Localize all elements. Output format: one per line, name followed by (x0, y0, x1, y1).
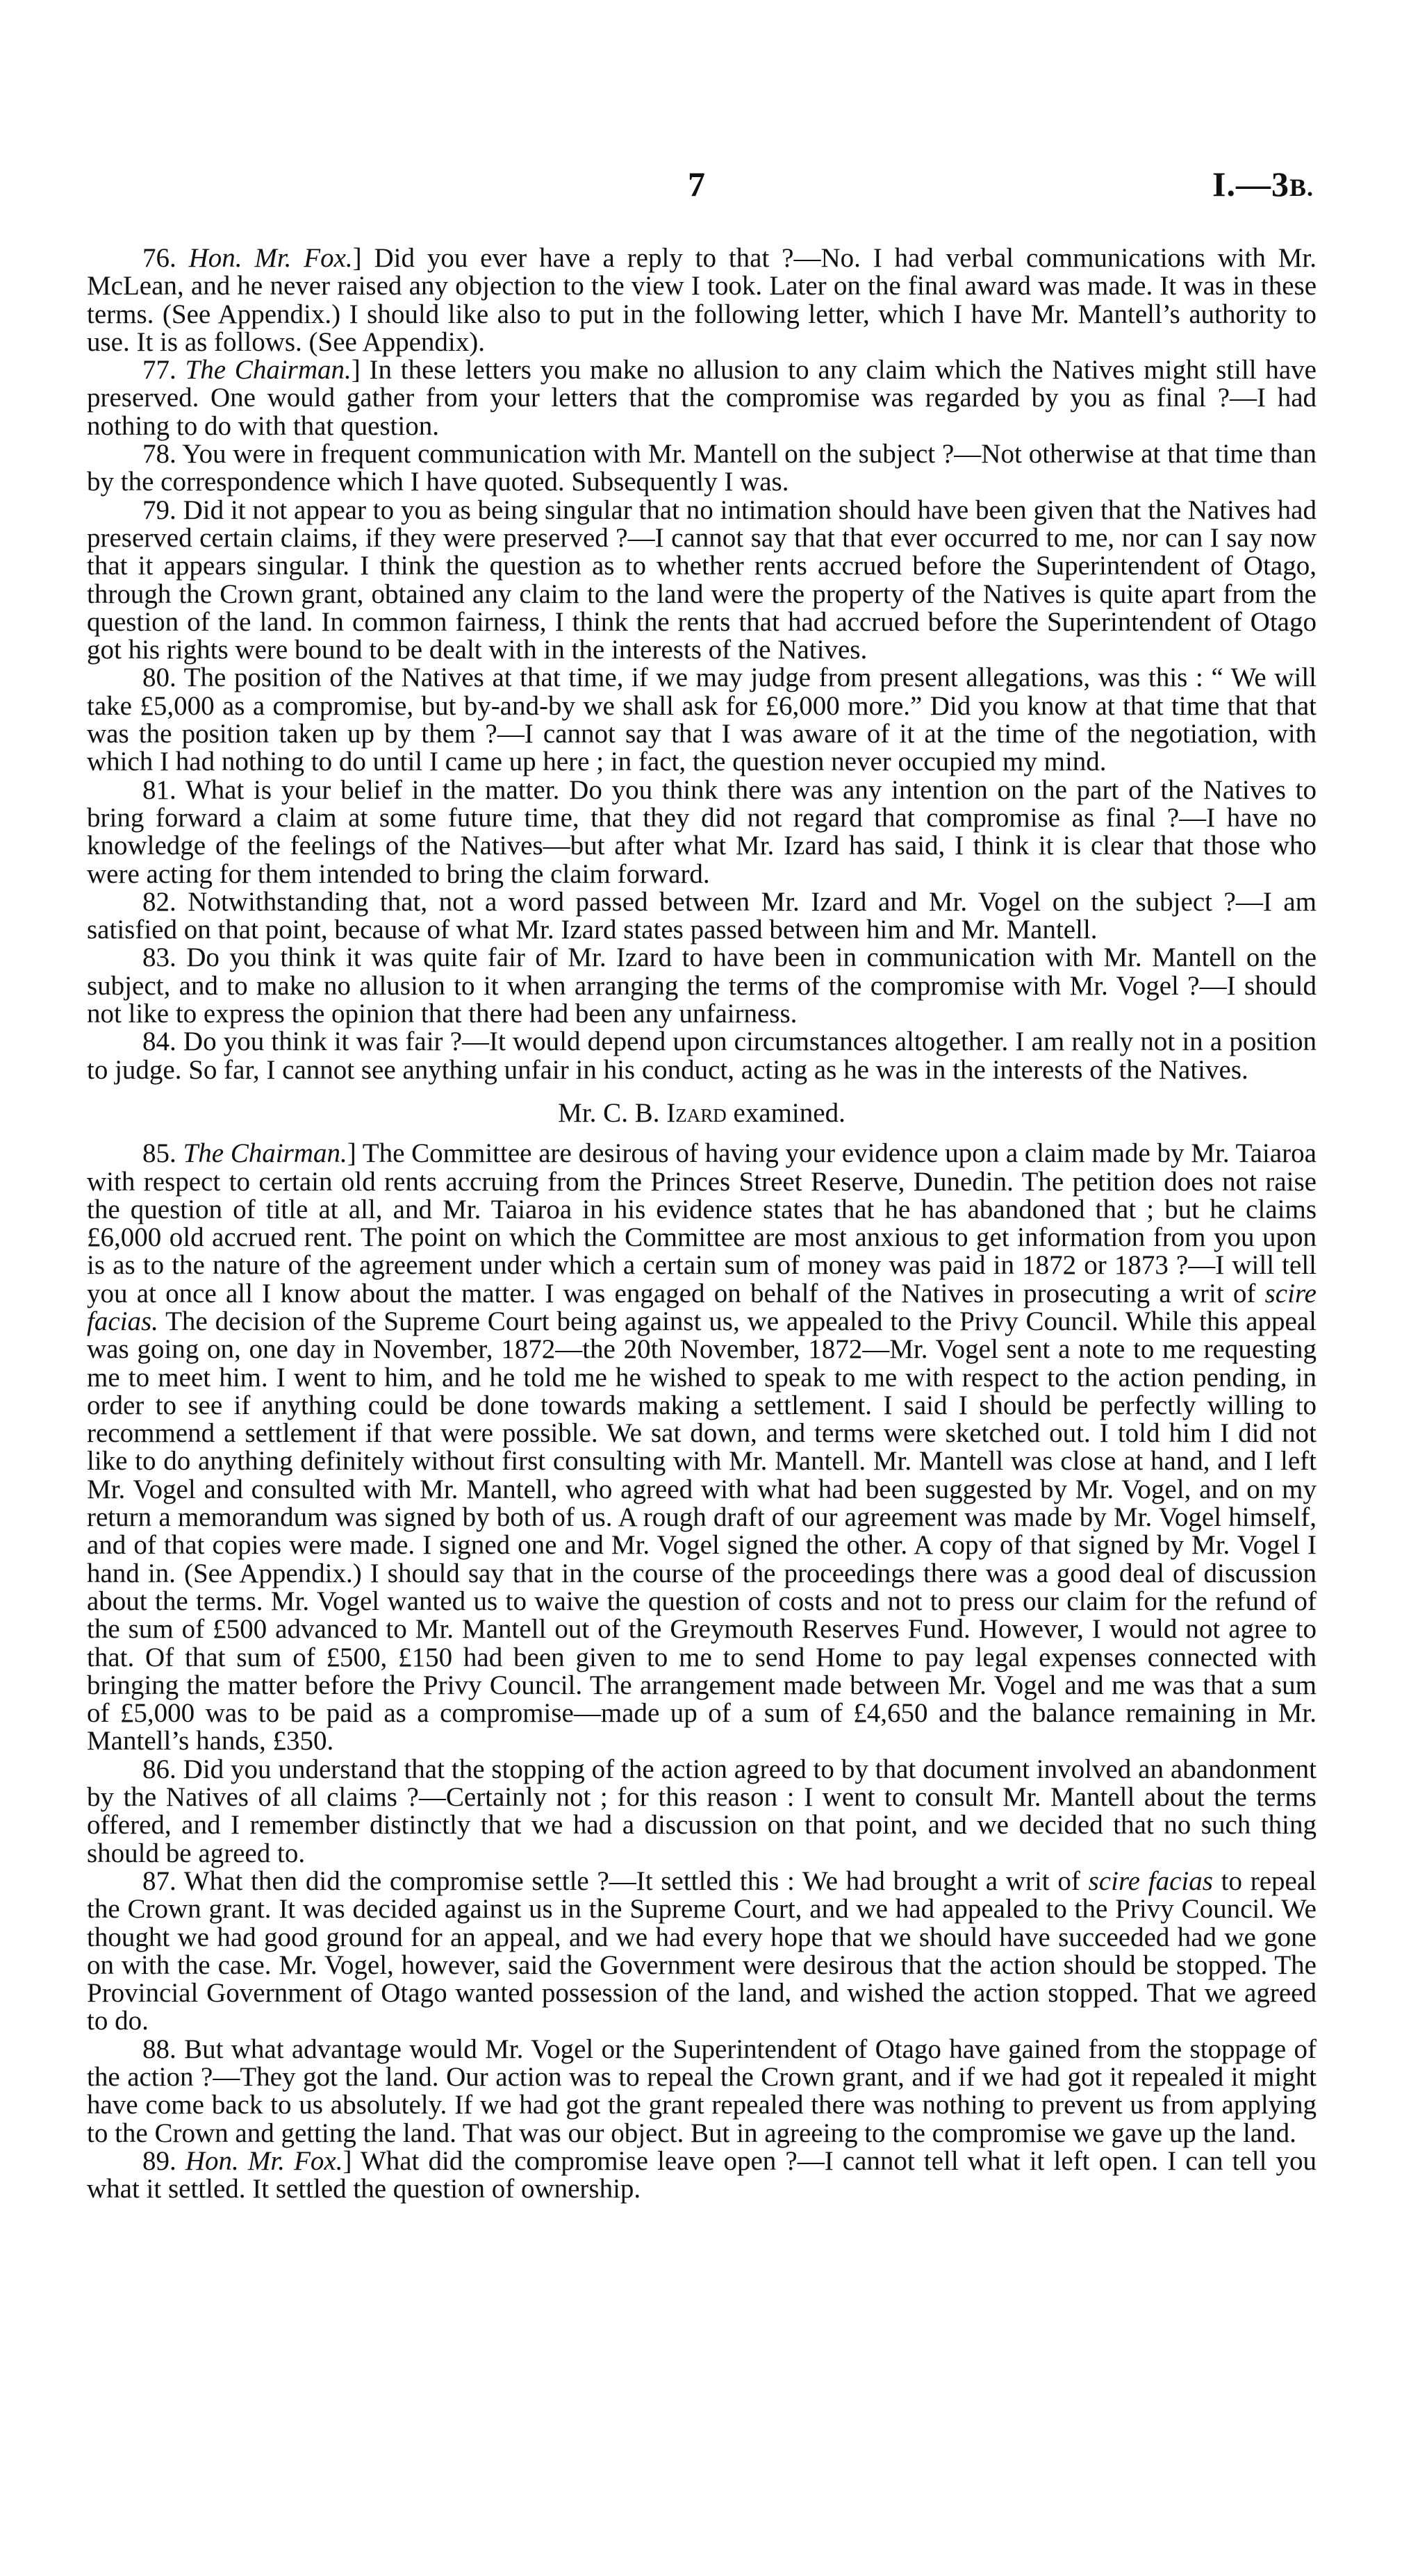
paragraph-text: 84. Do you think it was fair ?—It would depend upon circumstances altogether. I am really not in a position to judge. So far, I cannot see anything unfair in his conduct, acting as he was in the interests of the Natives. (87, 1027, 1317, 1085)
page-header (0, 164, 1411, 206)
paragraph-text: ] The Committee are desirous of having your evidence upon a claim made by Mr. Taiaroa with respect to certain old rents accruing from the Princes Street Reserve, Dunedin. The petition does not raise the question of title at all, and Mr. Taiaroa in his evidence states that he has abandoned that ; but he claims £6,000 old accrued rent. The point on which the Committee are most anxious to get information from you upon is as to the nature of the agreement under which a certain sum of money was paid in 1872 or 1873 ?—I will tell you at once all I know about the matter. I was engaged on behalf of the Natives in prosecuting a writ of (87, 1138, 1317, 1308)
page-number: 7 (688, 165, 705, 203)
paragraph-text: 87. What then did the compromise settle ?—It settled this : We had brought a writ of (142, 1865, 1089, 1896)
question-answer-paragraph (87, 776, 1317, 888)
italic-text: scire facias (1088, 1865, 1213, 1896)
paragraph-text: ] In these letters you make no allusion to any claim which the Natives might still have preserved. One would gather from your letters that the compromise was regarded by you as final ?—I had nothing to do with that question. (87, 355, 1317, 441)
question-answer-paragraph (87, 1028, 1317, 1084)
paragraph-text: 86. Did you understand that the stopping of the action agreed to by that document involved an abandonment by the Natives of all claims ?—Certainly not ; for this reason : I went to consult Mr. Mantell about the terms offered, and I remember distinctly that we had a discussion on that point, and we decided that no such thing should be agreed to. (87, 1754, 1317, 1868)
document-reference (1212, 164, 1314, 204)
paragraph-text: 77. (142, 355, 185, 385)
paragraph-text: ] Did you ever have a reply to that ?—No. I had verbal communications with Mr. McLean, and he never raised any objection to the view I took. Later on the final award was made. It was in these terms. (See Appendix.) I should like also to put in the following letter, which I have Mr. Mantell’s authority to use. It is as follows. (See Appendix). (87, 243, 1317, 357)
paragraph-text: 83. Do you think it was quite fair of Mr. Izard to have been in communication with Mr. Mantell on the subject, and to make no allusion to it when arranging the terms of the compromise with Mr. Vogel ?—I should not like to express the opinion that there had been any unfairness. (87, 942, 1317, 1029)
question-answer-paragraph (87, 888, 1317, 945)
question-answer-paragraph (87, 244, 1317, 356)
italic-text: The Chairman. (185, 355, 352, 385)
section-heading (87, 1099, 1317, 1127)
question-answer-paragraph (87, 944, 1317, 1028)
question-answer-paragraph (87, 1756, 1317, 1868)
paragraph-text: 85. (142, 1138, 183, 1169)
testimony-section-2 (87, 1140, 1317, 2203)
testimony-section-1 (87, 244, 1317, 1084)
question-answer-paragraph (87, 2147, 1317, 2204)
question-answer-paragraph (87, 356, 1317, 440)
italic-text: scire facias. (87, 1278, 1317, 1336)
question-answer-paragraph (87, 440, 1317, 497)
paragraph-text: 79. Did it not appear to you as being singular that no intimation should have been given that the Natives had preserved certain claims, if they were preserved ?—I cannot say that that ever occurred to me, nor can I say now that it appears singular. I think the question as to whether rents accrued before the Superintendent of Otago, through the Crown grant, obtained any claim to the land were the property of the Natives is quite apart from the question of the land. In common fairness, I think the rents that had accrued before the Superintendent of Otago got his rights were bound to be dealt with in the interests of the Natives. (87, 495, 1317, 665)
document-body (87, 244, 1317, 2203)
question-answer-paragraph (87, 1140, 1317, 1756)
paragraph-text: The decision of the Supreme Court being against us, we appealed to the Privy Council. While this appeal was going on, one day in November, 1872—the 20th November, 1872—Mr. Vogel sent a note to me requesting me to meet him. I went to him, and he told me he wished to speak to me with respect to the action pending, in order to see if anything could be done towards making a settlement. I said I should be perfectly willing to recommend a settlement if that were possible. We sat down, and terms were sketched out. I told him I did not like to do anything definitely without first consulting with Mr. Mantell. Mr. Mantell was close at hand, and I left Mr. Vogel and consulted with Mr. Mantell, who agreed with what had been suggested by Mr. Vogel, and on my return a memorandum was signed by both of us. A rough draft of our agreement was made by Mr. Vogel himself, and of that copies were made. I signed one and Mr. Vogel signed the other. A copy of that signed by Mr. Vogel I hand in. (See Appendix.) I should say that in the course of the proceedings there was a good deal of discussion about the terms. Mr. Vogel wanted us to waive the question of costs and not to press our claim for the refund of the sum of £500 advanced to Mr. Mantell out of the Greymouth Reserves Fund. However, I would not agree to that. Of that sum of £500, £150 had been given to me to send Home to pay legal expenses connected with bringing the matter before the Privy Council. The arrangement made between Mr. Vogel and me was that a sum of £5,000 was to be paid as a compromise—made up of a sum of £4,650 and the balance remaining in Mr. Mantell’s hands, £350. (87, 1306, 1317, 1756)
question-answer-paragraph (87, 664, 1317, 776)
paragraph-text: to repeal the Crown grant. It was decided against us in the Supreme Court, and we had appealed to the Privy Council. We thought we had good ground for an appeal, and we had every hope that we should have succeeded had we gone on with the case. Mr. Vogel, however, said the Government were desirous that the action should be stopped. The Provincial Government of Otago wanted possession of the land, and wished the action stopped. That we agreed to do. (87, 1865, 1317, 2036)
document-reference-suffix: B. (1289, 174, 1314, 201)
witness-name: Izard (666, 1097, 727, 1128)
paragraph-text: ] What did the compromise leave open ?—I cannot tell what it left open. I can tell you what it settled. It settled the question of ownership. (87, 2145, 1317, 2204)
paragraph-text: 78. You were in frequent communication with Mr. Mantell on the subject ?—Not otherwise at that time than by the correspondence which I have quoted. Subsequently I was. (87, 439, 1317, 497)
document-reference-main: I.—3 (1212, 165, 1289, 203)
italic-text: Hon. Mr. Fox. (185, 2145, 343, 2176)
section-heading-suffix: examined. (726, 1097, 845, 1128)
paragraph-text: 76. (142, 243, 189, 273)
paragraph-text: 81. What is your belief in the matter. Do you think there was any intention on the part of the Natives to bring forward a claim at some future time, that they did not regard that compromise as final ?—I have no knowledge of the feelings of the Natives—but after what Mr. Izard has said, I think it is clear that those who were acting for them intended to bring the claim forward. (87, 774, 1317, 889)
italic-text: The Chairman. (183, 1138, 347, 1169)
question-answer-paragraph (87, 1865, 1317, 2036)
paragraph-text: 89. (142, 2145, 185, 2176)
question-answer-paragraph (87, 2036, 1317, 2147)
question-answer-paragraph (87, 497, 1317, 665)
paragraph-text: 88. But what advantage would Mr. Vogel or the Superintendent of Otago have gained from the stoppage of the action ?—They got the land. Our action was to repeal the Crown grant, and if we had got it repealed it might have come back to us absolutely. If we had got the grant repealed there was nothing to prevent us from applying to the Crown and getting the land. That was our object. But in agreeing to the compromise we gave up the land. (87, 2034, 1317, 2148)
italic-text: Hon. Mr. Fox. (188, 243, 353, 273)
paragraph-text: 80. The position of the Natives at that time, if we may judge from present allegations, was this : “ We will take £5,000 as a compromise, but by-and-by we shall ask for £6,000 more.” Did you know at that time that that was the position taken up by them ?—I cannot say that I was aware of it at the time of the negotiation, with which I had nothing to do until I came up here ; in fact, the question never occupied my mind. (87, 663, 1317, 777)
section-heading-prefix: Mr. C. B. (558, 1097, 667, 1128)
paragraph-text: 82. Notwithstanding that, not a word passed between Mr. Izard and Mr. Vogel on the subject ?—I am satisfied on that point, because of what Mr. Izard states passed between him and Mr. Mantell. (87, 886, 1317, 945)
